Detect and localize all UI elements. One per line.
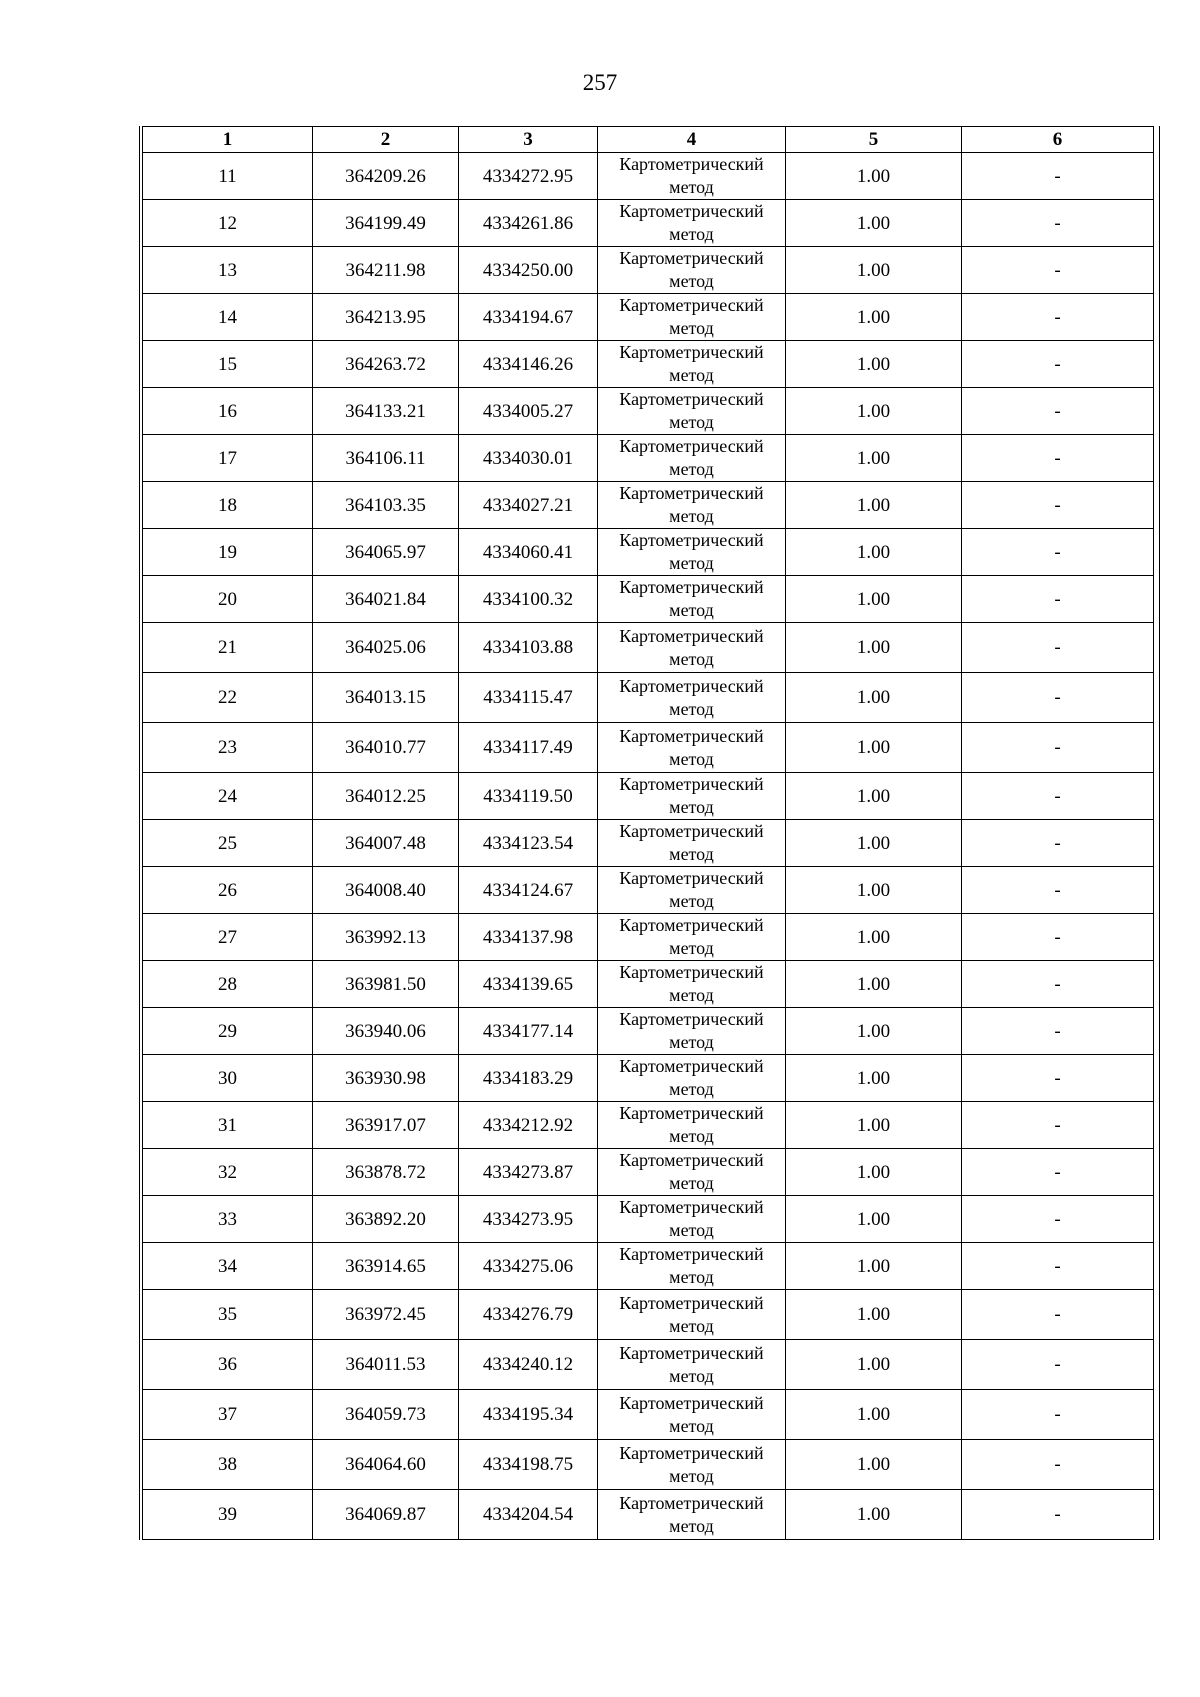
table-row [143,1196,1154,1243]
y-coordinate-cell: 4334212.92 [459,1102,598,1149]
method-cell: Картометрический метод [598,1102,786,1149]
note-cell: - [962,1102,1154,1149]
y-coordinate-cell: 4334139.65 [459,961,598,1008]
accuracy-cell: 1.00 [786,247,962,294]
method-cell: Картометрический метод [598,961,786,1008]
table-row [143,867,1154,914]
method-cell: Картометрический метод [598,482,786,529]
x-coordinate-cell: 363972.45 [313,1290,459,1340]
method-cell: Картометрический метод [598,867,786,914]
method-cell: Картометрический метод [598,576,786,623]
y-coordinate-cell: 4334030.01 [459,435,598,482]
accuracy-cell: 1.00 [786,1055,962,1102]
point-number-cell: 24 [143,773,313,820]
note-cell: - [962,820,1154,867]
x-coordinate-cell: 364065.97 [313,529,459,576]
table-row [143,1055,1154,1102]
note-cell: - [962,388,1154,435]
column-header-1: 1 [143,127,313,153]
x-coordinate-cell: 364199.49 [313,200,459,247]
note-cell: - [962,1243,1154,1290]
note-cell: - [962,435,1154,482]
note-cell: - [962,867,1154,914]
accuracy-cell: 1.00 [786,435,962,482]
accuracy-cell: 1.00 [786,673,962,723]
accuracy-cell: 1.00 [786,482,962,529]
note-cell: - [962,723,1154,773]
table-row [143,294,1154,341]
point-number-cell: 14 [143,294,313,341]
method-cell: Картометрический метод [598,723,786,773]
x-coordinate-cell: 364103.35 [313,482,459,529]
page-number: 257 [582,70,618,95]
table-row [143,1340,1154,1390]
method-cell: Картометрический метод [598,1440,786,1490]
y-coordinate-cell: 4334124.67 [459,867,598,914]
note-cell: - [962,1490,1154,1540]
x-coordinate-cell: 363878.72 [313,1149,459,1196]
y-coordinate-cell: 4334137.98 [459,914,598,961]
table-row [143,247,1154,294]
accuracy-cell: 1.00 [786,294,962,341]
table-row [143,1490,1154,1540]
point-number-cell: 38 [143,1440,313,1490]
table-row [143,529,1154,576]
y-coordinate-cell: 4334103.88 [459,623,598,673]
note-cell: - [962,247,1154,294]
y-coordinate-cell: 4334117.49 [459,723,598,773]
accuracy-cell: 1.00 [786,200,962,247]
method-cell: Картометрический метод [598,1149,786,1196]
table-row [143,341,1154,388]
point-number-cell: 17 [143,435,313,482]
x-coordinate-cell: 363981.50 [313,961,459,1008]
method-cell: Картометрический метод [598,673,786,723]
method-cell: Картометрический метод [598,1008,786,1055]
note-cell: - [962,576,1154,623]
table-row [143,1008,1154,1055]
accuracy-cell: 1.00 [786,529,962,576]
table-row [143,388,1154,435]
note-cell: - [962,341,1154,388]
method-cell: Картометрический метод [598,1490,786,1540]
method-cell: Картометрический метод [598,1243,786,1290]
column-header-4: 4 [598,127,786,153]
coordinates-table-frame [139,126,1160,1540]
y-coordinate-cell: 4334060.41 [459,529,598,576]
note-cell: - [962,1008,1154,1055]
x-coordinate-cell: 363917.07 [313,1102,459,1149]
accuracy-cell: 1.00 [786,961,962,1008]
column-header-5: 5 [786,127,962,153]
accuracy-cell: 1.00 [786,1008,962,1055]
y-coordinate-cell: 4334177.14 [459,1008,598,1055]
table-body [143,153,1154,1540]
method-cell: Картометрический метод [598,914,786,961]
x-coordinate-cell: 364064.60 [313,1440,459,1490]
method-cell: Картометрический метод [598,294,786,341]
point-number-cell: 28 [143,961,313,1008]
method-cell: Картометрический метод [598,1055,786,1102]
table-row [143,820,1154,867]
accuracy-cell: 1.00 [786,1340,962,1390]
x-coordinate-cell: 364010.77 [313,723,459,773]
x-coordinate-cell: 364011.53 [313,1340,459,1390]
coordinates-table [142,126,1154,1540]
y-coordinate-cell: 4334100.32 [459,576,598,623]
x-coordinate-cell: 363914.65 [313,1243,459,1290]
x-coordinate-cell: 364008.40 [313,867,459,914]
method-cell: Картометрический метод [598,623,786,673]
point-number-cell: 26 [143,867,313,914]
point-number-cell: 32 [143,1149,313,1196]
accuracy-cell: 1.00 [786,867,962,914]
method-cell: Картометрический метод [598,341,786,388]
x-coordinate-cell: 363892.20 [313,1196,459,1243]
y-coordinate-cell: 4334119.50 [459,773,598,820]
point-number-cell: 27 [143,914,313,961]
x-coordinate-cell: 364021.84 [313,576,459,623]
accuracy-cell: 1.00 [786,341,962,388]
y-coordinate-cell: 4334198.75 [459,1440,598,1490]
note-cell: - [962,1055,1154,1102]
accuracy-cell: 1.00 [786,1243,962,1290]
note-cell: - [962,482,1154,529]
y-coordinate-cell: 4334261.86 [459,200,598,247]
point-number-cell: 39 [143,1490,313,1540]
method-cell: Картометрический метод [598,820,786,867]
y-coordinate-cell: 4334027.21 [459,482,598,529]
point-number-cell: 13 [143,247,313,294]
accuracy-cell: 1.00 [786,1102,962,1149]
method-cell: Картометрический метод [598,773,786,820]
accuracy-cell: 1.00 [786,1390,962,1440]
table-row [143,961,1154,1008]
x-coordinate-cell: 363940.06 [313,1008,459,1055]
point-number-cell: 33 [143,1196,313,1243]
column-header-6: 6 [962,127,1154,153]
y-coordinate-cell: 4334123.54 [459,820,598,867]
table-row [143,435,1154,482]
x-coordinate-cell: 364007.48 [313,820,459,867]
x-coordinate-cell: 364263.72 [313,341,459,388]
y-coordinate-cell: 4334273.87 [459,1149,598,1196]
accuracy-cell: 1.00 [786,1440,962,1490]
y-coordinate-cell: 4334272.95 [459,153,598,200]
note-cell: - [962,1196,1154,1243]
accuracy-cell: 1.00 [786,153,962,200]
method-cell: Картометрический метод [598,1390,786,1440]
table-header-row [143,127,1154,153]
x-coordinate-cell: 364211.98 [313,247,459,294]
x-coordinate-cell: 364209.26 [313,153,459,200]
note-cell: - [962,294,1154,341]
accuracy-cell: 1.00 [786,623,962,673]
y-coordinate-cell: 4334273.95 [459,1196,598,1243]
accuracy-cell: 1.00 [786,388,962,435]
note-cell: - [962,153,1154,200]
x-coordinate-cell: 364133.21 [313,388,459,435]
x-coordinate-cell: 364069.87 [313,1490,459,1540]
accuracy-cell: 1.00 [786,1149,962,1196]
method-cell: Картометрический метод [598,529,786,576]
y-coordinate-cell: 4334204.54 [459,1490,598,1540]
table-row [143,673,1154,723]
method-cell: Картометрический метод [598,388,786,435]
point-number-cell: 20 [143,576,313,623]
x-coordinate-cell: 364013.15 [313,673,459,723]
method-cell: Картометрический метод [598,1196,786,1243]
point-number-cell: 34 [143,1243,313,1290]
table-row [143,1102,1154,1149]
y-coordinate-cell: 4334194.67 [459,294,598,341]
y-coordinate-cell: 4334250.00 [459,247,598,294]
y-coordinate-cell: 4334115.47 [459,673,598,723]
method-cell: Картометрический метод [598,1340,786,1390]
accuracy-cell: 1.00 [786,576,962,623]
point-number-cell: 15 [143,341,313,388]
x-coordinate-cell: 364012.25 [313,773,459,820]
y-coordinate-cell: 4334195.34 [459,1390,598,1440]
table-row [143,1149,1154,1196]
table-row [143,623,1154,673]
table-row [143,1440,1154,1490]
accuracy-cell: 1.00 [786,723,962,773]
x-coordinate-cell: 363992.13 [313,914,459,961]
table-row [143,1290,1154,1340]
column-header-2: 2 [313,127,459,153]
y-coordinate-cell: 4334240.12 [459,1340,598,1390]
note-cell: - [962,200,1154,247]
point-number-cell: 36 [143,1340,313,1390]
accuracy-cell: 1.00 [786,1290,962,1340]
x-coordinate-cell: 364059.73 [313,1390,459,1440]
method-cell: Картометрический метод [598,435,786,482]
note-cell: - [962,529,1154,576]
table-row [143,773,1154,820]
point-number-cell: 35 [143,1290,313,1340]
y-coordinate-cell: 4334005.27 [459,388,598,435]
note-cell: - [962,1440,1154,1490]
table-row [143,1243,1154,1290]
point-number-cell: 25 [143,820,313,867]
point-number-cell: 22 [143,673,313,723]
point-number-cell: 23 [143,723,313,773]
point-number-cell: 11 [143,153,313,200]
method-cell: Картометрический метод [598,1290,786,1340]
table-row [143,153,1154,200]
point-number-cell: 19 [143,529,313,576]
table-row [143,1390,1154,1440]
accuracy-cell: 1.00 [786,773,962,820]
y-coordinate-cell: 4334146.26 [459,341,598,388]
note-cell: - [962,1290,1154,1340]
note-cell: - [962,1340,1154,1390]
note-cell: - [962,673,1154,723]
point-number-cell: 37 [143,1390,313,1440]
method-cell: Картометрический метод [598,200,786,247]
point-number-cell: 30 [143,1055,313,1102]
table-row [143,482,1154,529]
point-number-cell: 16 [143,388,313,435]
note-cell: - [962,1390,1154,1440]
note-cell: - [962,623,1154,673]
table-row [143,723,1154,773]
column-header-3: 3 [459,127,598,153]
y-coordinate-cell: 4334183.29 [459,1055,598,1102]
note-cell: - [962,961,1154,1008]
point-number-cell: 12 [143,200,313,247]
accuracy-cell: 1.00 [786,1490,962,1540]
accuracy-cell: 1.00 [786,1196,962,1243]
note-cell: - [962,1149,1154,1196]
point-number-cell: 29 [143,1008,313,1055]
note-cell: - [962,773,1154,820]
y-coordinate-cell: 4334275.06 [459,1243,598,1290]
accuracy-cell: 1.00 [786,914,962,961]
x-coordinate-cell: 364213.95 [313,294,459,341]
method-cell: Картометрический метод [598,247,786,294]
y-coordinate-cell: 4334276.79 [459,1290,598,1340]
table-row [143,576,1154,623]
x-coordinate-cell: 364025.06 [313,623,459,673]
note-cell: - [962,914,1154,961]
x-coordinate-cell: 364106.11 [313,435,459,482]
point-number-cell: 18 [143,482,313,529]
point-number-cell: 21 [143,623,313,673]
x-coordinate-cell: 363930.98 [313,1055,459,1102]
table-row [143,200,1154,247]
table-row [143,914,1154,961]
method-cell: Картометрический метод [598,153,786,200]
point-number-cell: 31 [143,1102,313,1149]
accuracy-cell: 1.00 [786,820,962,867]
